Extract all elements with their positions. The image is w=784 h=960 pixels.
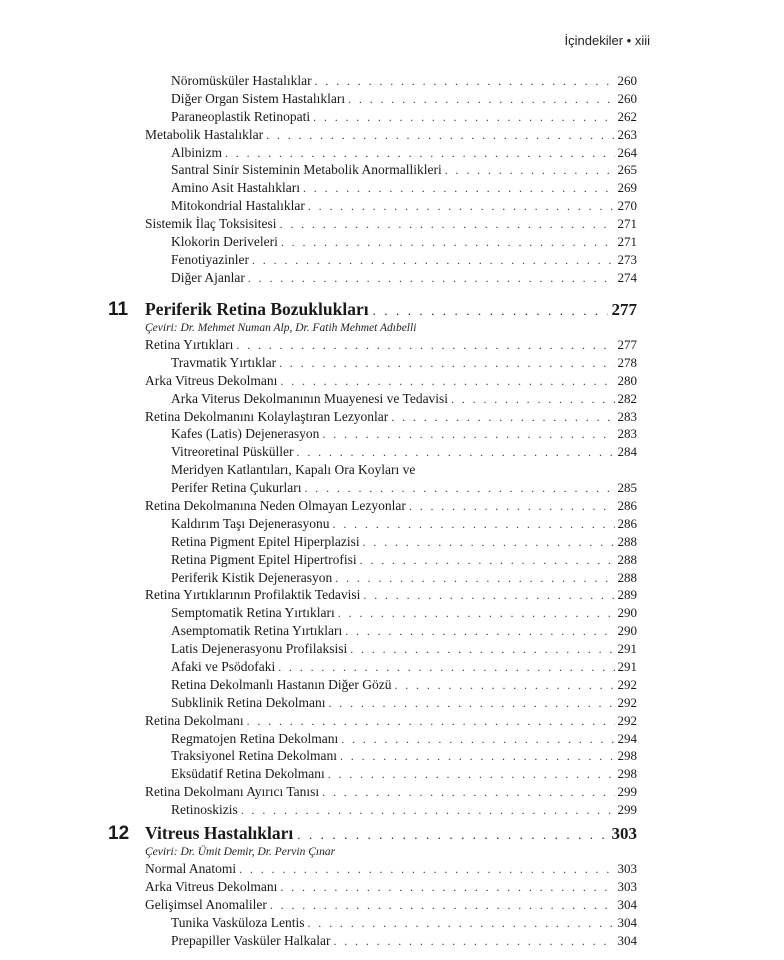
toc-page-number: 269 [617,180,637,196]
toc-page-number: 283 [617,426,637,442]
toc-entry[interactable] [145,390,637,408]
dot-leader [363,534,615,552]
dot-leader [451,391,614,409]
chapter-number: 12 [108,823,130,844]
toc-entry-title: Retina Pigment Epitel Hiperplazisi [171,533,360,549]
toc-entry-title: Periferik Kistik Dejenerasyon [171,569,333,585]
toc-entry-title: Retina Dekolmanı [145,712,244,728]
toc-page-number: 260 [617,90,637,106]
dot-leader [266,127,614,145]
toc-page-number: 265 [617,162,637,178]
toc-block-chapter-11 [145,336,637,819]
toc-entry-title: Perifer Retina Çukurları [171,480,302,496]
toc-entry[interactable] [145,515,637,533]
toc-entry[interactable] [145,269,637,287]
toc-entry[interactable] [145,747,637,765]
dot-leader [335,570,614,588]
dot-leader [340,748,615,766]
toc-entry-title: Klokorin Deriveleri [171,234,278,250]
toc-entry[interactable] [145,914,637,932]
dot-leader [247,713,615,731]
toc-entry-title: Retina Dekolmanı Ayırıcı Tanısı [145,784,320,800]
toc-page-number: 274 [617,269,637,285]
toc-block-chapter-12 [145,860,637,949]
chapter-title: Vitreus Hastalıkları [145,823,294,843]
toc-page-number: 282 [617,390,637,406]
dot-leader [225,145,615,163]
dot-leader [341,731,614,749]
toc-entry-title: Retina Dekolmanlı Hastanın Diğer Gözü [171,676,392,692]
toc-entry-title: Retinoskizis [171,802,238,818]
toc-entry[interactable] [145,878,637,896]
dot-leader [297,444,615,462]
toc-entry[interactable] [145,694,637,712]
toc-entry[interactable] [145,586,637,604]
toc-entry[interactable] [145,783,637,801]
toc-entry[interactable] [145,497,637,515]
toc-page-number: 292 [617,694,637,710]
dot-leader [333,933,614,951]
toc-entry-title: Asemptomatik Retina Yırtıkları [171,623,343,639]
toc-entry[interactable] [145,860,637,878]
toc-entry[interactable] [145,90,637,108]
toc-page-number: 294 [617,730,637,746]
toc-page-number: 270 [617,198,637,214]
toc-entry[interactable] [145,144,637,162]
toc-entry-title: Retina Dekolmanına Neden Olmayan Lezyonlar [145,498,406,514]
dot-leader [348,91,614,109]
translators-credit: Çeviri: Dr. Mehmet Numan Alp, Dr. Fatih Mehmet Adıbelli [145,322,417,334]
toc-entry[interactable] [145,676,637,694]
toc-entry-title: Eksüdatif Retina Dekolmanı [171,766,325,782]
toc-page-number: 283 [617,408,637,424]
dot-leader [303,180,615,198]
translators-credit: Çeviri: Dr. Ümit Demir, Dr. Pervin Çınar [145,846,336,858]
dot-leader [279,355,614,373]
toc-block-chapter-10-continued [145,72,637,287]
toc-entry[interactable] [145,932,637,950]
toc-entry-title: Diğer Ajanlar [171,269,245,285]
toc-page-number: 285 [617,480,637,496]
toc-entry[interactable] [145,336,637,354]
toc-page-number: 289 [617,587,637,603]
toc-entry-title: Sistemik İlaç Toksisitesi [145,216,277,232]
toc-entry[interactable] [145,215,637,233]
dot-leader [252,252,615,270]
toc-entry[interactable] [145,108,637,126]
dot-leader [297,824,607,846]
toc-page-number: 292 [617,676,637,692]
chapter-heading[interactable] [108,822,637,844]
toc-entry-title: Retina Dekolmanını Kolaylaştıran Lezyonlar [145,408,389,424]
toc-entry-title: Arka Viterus Dekolmanının Muayenesi ve Tedavisi [171,390,449,406]
toc-page-number: 288 [617,533,637,549]
toc-entry-title: Paraneoplastik Retinopati [171,108,311,124]
toc-entry[interactable] [145,72,637,90]
toc-page-number: 290 [617,605,637,621]
dot-leader [409,498,615,516]
toc-entry-title: Kaldırım Taşı Dejenerasyonu [171,515,330,531]
dot-leader [241,802,615,820]
toc-page-number: 284 [617,444,637,460]
toc-entry-title: Retina Pigment Epitel Hipertrofisi [171,551,357,567]
toc-entry-title: Afaki ve Psödofaki [171,659,276,675]
toc-entry-title: Mitokondrial Hastalıklar [171,198,305,214]
toc-page-number: 286 [617,515,637,531]
toc-page-number: 264 [617,144,637,160]
toc-page-number: 298 [617,766,637,782]
dot-leader [394,677,614,695]
toc-entry-title: Albinizm [171,144,222,160]
chapter-heading[interactable] [108,298,637,320]
dot-leader [338,605,615,623]
toc-entry-title: Kafes (Latis) Dejenerasyon [171,426,320,442]
chapter-number: 11 [108,299,129,320]
toc-entry[interactable] [145,801,637,819]
dot-leader [391,409,614,427]
toc-entry-title: Subklinik Retina Dekolmanı [171,694,326,710]
dot-leader [308,198,615,216]
toc-page-number: 286 [617,498,637,514]
toc-entry-title: Nöromüsküler Hastalıklar [171,73,312,88]
toc-entry-title: Normal Anatomi [145,861,237,876]
toc-entry[interactable] [145,197,637,215]
toc-entry-title: Traksiyonel Retina Dekolmanı [171,748,337,764]
dot-leader [280,373,614,391]
dot-leader [248,270,615,288]
toc-entry[interactable] [145,622,637,640]
toc-entry[interactable] [145,425,637,443]
dot-leader [313,109,614,127]
toc-page-number: 298 [617,748,637,764]
toc-page-number: 292 [617,712,637,728]
toc-page-number: 278 [617,354,637,370]
chapter-title: Periferik Retina Bozuklukları [145,299,369,319]
toc-page-number: 260 [617,73,637,88]
dot-leader [304,480,614,498]
toc-entry-title: Regmatojen Retina Dekolmanı [171,730,339,746]
dot-leader [315,73,615,91]
toc-page-number: 303 [617,878,637,894]
toc-page-number: 299 [617,802,637,818]
toc-entry[interactable] [145,354,637,372]
toc-entry-title: Meridyen Katlantıları, Kapalı Ora Koyları ve [171,462,416,478]
toc-entry[interactable] [145,461,637,479]
toc-entry[interactable] [145,251,637,269]
toc-entry[interactable] [145,126,637,144]
toc-entry[interactable] [145,372,637,390]
chapter-11-section [108,298,637,337]
dot-leader [322,784,614,802]
toc-entry-title: Semptomatik Retina Yırtıkları [171,605,335,621]
dot-leader [280,216,615,234]
toc-page-number: 303 [617,861,637,876]
toc-page-number: 304 [617,896,637,912]
toc-entry[interactable] [145,896,637,914]
toc-page-number: 271 [617,234,637,250]
dot-leader [363,587,614,605]
dot-leader [350,641,614,659]
toc-entry[interactable] [145,640,637,658]
toc-page-number: 299 [617,784,637,800]
dot-leader [278,659,614,677]
toc-entry-title: Metabolik Hastalıklar [145,126,264,142]
running-header: İçindekiler • xiii [564,33,650,48]
toc-entry[interactable] [145,604,637,622]
toc-entry-title: Diğer Organ Sistem Hastalıkları [171,90,346,106]
toc-entry[interactable] [145,408,637,426]
toc-page-number: 288 [617,551,637,567]
toc-entry[interactable] [145,658,637,676]
toc-page-number: 263 [617,126,637,142]
toc-entry-title: Prepapiller Vasküler Halkalar [171,932,331,948]
toc-entry-title: Retina Yırtıkları [145,337,234,352]
toc-entry[interactable] [145,533,637,551]
chapter-12-section [108,822,637,861]
dot-leader [345,623,614,641]
dot-leader [322,426,614,444]
toc-page-number: 304 [617,914,637,930]
toc-page-number: 280 [617,372,637,388]
toc-page-number: 291 [617,641,637,657]
toc-entry-title: Amino Asit Hastalıkları [171,180,300,196]
toc-page-number: 277 [617,337,637,352]
toc-entry-title: Vitreoretinal Püsküller [171,444,294,460]
toc-entry[interactable] [145,569,637,587]
toc-entry-title: Arka Vitreus Dekolmanı [145,372,278,388]
toc-entry[interactable] [145,443,637,461]
dot-leader [280,879,614,897]
toc-page-number: 271 [617,216,637,232]
toc-entry[interactable] [145,479,637,497]
dot-leader [333,516,615,534]
dot-leader [270,897,615,915]
toc-entry[interactable] [145,551,637,569]
toc-entry[interactable] [145,730,637,748]
toc-entry-title: Travmatik Yırtıklar [171,354,277,370]
dot-leader [239,861,614,879]
toc-entry-title: Latis Dejenerasyonu Profilaksisi [171,641,348,657]
toc-entry[interactable] [145,765,637,783]
toc-entry[interactable] [145,161,637,179]
toc-page-number: 288 [617,569,637,585]
toc-page-number: 304 [617,932,637,948]
toc-page-number: 290 [617,623,637,639]
toc-page-number: 291 [617,659,637,675]
dot-leader [360,552,615,570]
toc-entry-title: Santral Sinir Sisteminin Metabolik Anormallikleri [171,162,442,178]
dot-leader [373,300,608,322]
toc-entry[interactable] [145,179,637,197]
chapter-page-number: 303 [611,824,637,843]
toc-entry-title: Arka Vitreus Dekolmanı [145,878,278,894]
dot-leader [308,915,615,933]
toc-entry-title: Tunika Vasküloza Lentis [171,914,305,930]
toc-page-number: 262 [617,108,637,124]
toc-entry[interactable] [145,233,637,251]
dot-leader [329,695,615,713]
toc-entry-title: Gelişimsel Anomaliler [145,896,267,912]
dot-leader [281,234,615,252]
toc-entry[interactable] [145,712,637,730]
dot-leader [236,337,614,355]
chapter-page-number: 277 [611,300,637,319]
toc-page-number: 273 [617,251,637,267]
toc-entry-title: Fenotiyazinler [171,251,249,267]
dot-leader [328,766,615,784]
toc-entry-title: Retina Yırtıklarının Profilaktik Tedavisi [145,587,361,603]
dot-leader [445,162,615,180]
